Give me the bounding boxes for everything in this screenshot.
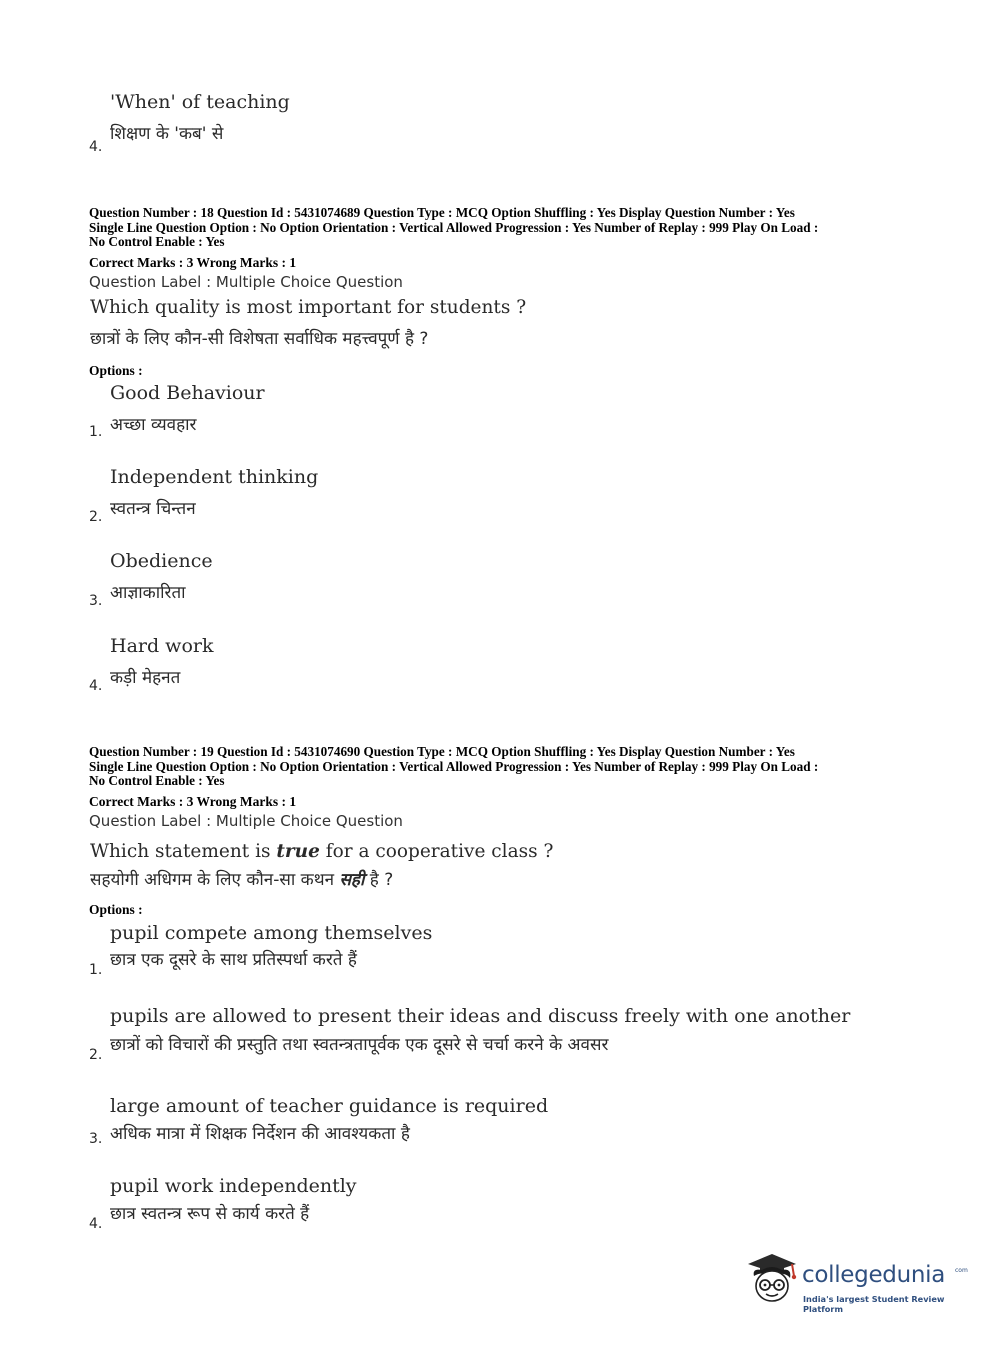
q18-option-3-english[interactable]: Obedience [110, 550, 213, 572]
q18-option-1-hindi[interactable]: अच्छा व्यवहार [110, 415, 197, 435]
q18-option-2-english[interactable]: Independent thinking [110, 466, 319, 488]
prev-option-4-english: 'When' of teaching [110, 91, 290, 113]
q18-option-2-hindi[interactable]: स्वतन्त्र चिन्तन [110, 499, 196, 519]
q19-text-en-pre: Which statement is [90, 841, 277, 862]
collegedunia-logo[interactable] [742, 1250, 972, 1314]
logo-com: com [955, 1267, 968, 1274]
q18-option-3-hindi[interactable]: आज्ञाकारिता [110, 583, 186, 603]
q19-option-1-hindi[interactable]: छात्र एक दूसरे के साथ प्रतिस्पर्धा करते हैं [110, 950, 357, 970]
logo-wordmark: collegedunia [802, 1262, 946, 1288]
q19-options-heading: Options : [89, 902, 143, 917]
q19-question-text-english [90, 841, 553, 862]
q19-meta-line1: Question Number : 19 Question Id : 5431074690 Question Type : MCQ Option Shuffling : Yes Display Question Number : Yes [89, 744, 795, 759]
q19-question-text-hindi [90, 867, 393, 890]
q18-question-text-english: Which quality is most important for students ? [90, 297, 527, 318]
mascot-icon [742, 1250, 800, 1308]
prev-option-4-hindi: शिक्षण के 'कब' से [110, 124, 224, 144]
q19-meta-line2: Single Line Question Option : No Option Orientation : Vertical Allowed Progression : Yes Number of Replay : 999 Play On Load : [89, 759, 819, 774]
q19-text-en-emphasis: true [276, 841, 320, 862]
q19-marks: Correct Marks : 3 Wrong Marks : 1 [89, 794, 297, 809]
q18-option-2-number: 2. [89, 509, 103, 525]
q19-option-3-hindi[interactable]: अधिक मात्रा में शिक्षक निर्देशन की आवश्यकता है [110, 1124, 410, 1144]
q18-meta-line3: No Control Enable : Yes [89, 234, 225, 249]
q18-question-text-hindi: छात्रों के लिए कौन-सी विशेषता सर्वाधिक महत्त्वपूर्ण है ? [90, 329, 429, 349]
q18-option-1-english[interactable]: Good Behaviour [110, 382, 265, 404]
q19-option-1-number: 1. [89, 962, 103, 978]
q18-option-3-number: 3. [89, 593, 103, 609]
q19-text-hi-pre: सहयोगी अधिगम के लिए कौन-सा कथन [90, 870, 340, 890]
prev-option-4-number: 4. [89, 139, 103, 155]
q19-text-hi-post: है ? [364, 870, 394, 890]
q18-marks: Correct Marks : 3 Wrong Marks : 1 [89, 255, 297, 270]
q18-option-1-number: 1. [89, 424, 103, 440]
q18-option-4-number: 4. [89, 678, 103, 694]
logo-tagline: India's largest Student Review Platform [803, 1294, 945, 1314]
q18-option-4-english[interactable]: Hard work [110, 635, 214, 657]
q19-question-label: Question Label : Multiple Choice Question [89, 812, 403, 830]
q18-options-heading: Options : [89, 363, 143, 378]
q19-text-en-post: for a cooperative class ? [319, 841, 554, 862]
q19-option-4-hindi[interactable]: छात्र स्वतन्त्र रूप से कार्य करते हैं [110, 1204, 310, 1224]
q18-meta-line1: Question Number : 18 Question Id : 5431074689 Question Type : MCQ Option Shuffling : Yes Display Question Number : Yes [89, 205, 795, 220]
q19-option-4-english[interactable]: pupil work independently [110, 1175, 357, 1197]
q19-option-2-hindi[interactable]: छात्रों को विचारों की प्रस्तुति तथा स्वतन्त्रतापूर्वक एक दूसरे से चर्चा करने के अवसर [110, 1035, 609, 1055]
q19-text-hi-emphasis: सही [339, 870, 365, 890]
q18-question-label: Question Label : Multiple Choice Question [89, 273, 403, 291]
q19-meta-line3: No Control Enable : Yes [89, 773, 225, 788]
q19-option-4-number: 4. [89, 1216, 103, 1232]
q19-option-1-english[interactable]: pupil compete among themselves [110, 922, 433, 944]
q18-meta-line2: Single Line Question Option : No Option Orientation : Vertical Allowed Progression : Yes Number of Replay : 999 Play On Load : [89, 220, 819, 235]
q19-option-2-english[interactable]: pupils are allowed to present their ideas and discuss freely with one another [110, 1005, 851, 1027]
q19-option-2-number: 2. [89, 1047, 103, 1063]
q18-option-4-hindi[interactable]: कड़ी मेहनत [110, 668, 181, 688]
q19-option-3-english[interactable]: large amount of teacher guidance is required [110, 1095, 549, 1117]
q19-option-3-number: 3. [89, 1131, 103, 1147]
